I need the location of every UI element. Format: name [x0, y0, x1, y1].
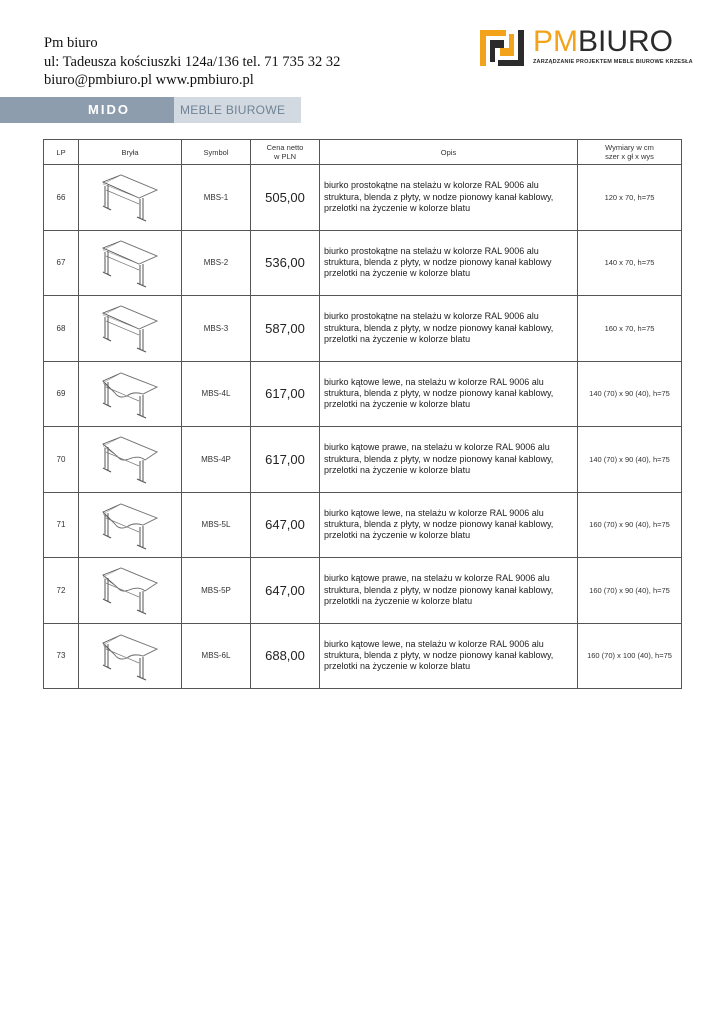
cell-price: 647,00 — [251, 558, 320, 624]
series-name-box — [0, 97, 174, 123]
cell-bryla — [79, 361, 182, 427]
cell-description — [320, 296, 578, 362]
description-line: przelotki na życzenie w kolorze blatu — [324, 399, 471, 410]
table-row — [44, 623, 682, 689]
series-name: MIDO — [88, 102, 130, 117]
cell-description — [320, 623, 578, 689]
cell-price: 617,00 — [251, 427, 320, 493]
logo-wordmark: PMBIURO — [533, 25, 674, 58]
cell-symbol: MBS-4L — [182, 361, 251, 427]
desk-drawing-icon — [99, 631, 161, 681]
cell-lp: 71 — [44, 492, 79, 558]
cell-lp: 73 — [44, 623, 79, 689]
table-row — [44, 230, 682, 296]
desk-drawing-icon — [99, 434, 161, 484]
header-dims: Wymiary w cm szer x gł x wys — [578, 140, 682, 165]
desk-drawing-icon — [99, 238, 161, 288]
description-line: biurko kątowe prawe, na stelażu w kolorze RAL 9006 alu — [324, 442, 550, 453]
description-line: struktura, blenda z płyty, w nodze pionowy kanał kablowy, — [324, 650, 554, 661]
description-line: struktura, blenda z płyty, w nodze pionowy kanał kablowy, — [324, 322, 554, 333]
description-line: przelotkli na życzenie w kolorze blatu — [324, 595, 473, 606]
cell-description — [320, 558, 578, 624]
description-line: biurko prostokątne na stelażu w kolorze RAL 9006 alu — [324, 245, 539, 256]
table-row — [44, 361, 682, 427]
description-line: biurko kątowe lewe, na stelażu w kolorze RAL 9006 alu — [324, 638, 544, 649]
company-info — [44, 34, 340, 90]
description-line: biurko kątowe lewe, na stelażu w kolorze RAL 9006 alu — [324, 376, 544, 387]
company-contact: biuro@pmbiuro.pl www.pmbiuro.pl — [44, 72, 254, 88]
cell-price: 587,00 — [251, 296, 320, 362]
table-row — [44, 427, 682, 493]
header-symbol: Symbol — [182, 140, 251, 165]
cell-lp: 72 — [44, 558, 79, 624]
description-line: przelotki na życzenie w kolorze blatu — [324, 530, 471, 541]
cell-bryla — [79, 230, 182, 296]
cell-price: 617,00 — [251, 361, 320, 427]
desk-drawing-icon — [99, 500, 161, 550]
header-price: Cena netto w PLN — [251, 140, 320, 165]
table-row — [44, 492, 682, 558]
description-line: struktura, blenda z płyty, w nodze pionowy kanał kablowy, — [324, 453, 554, 464]
cell-bryla — [79, 427, 182, 493]
header-bryla: Bryła — [79, 140, 182, 165]
cell-symbol: MBS-2 — [182, 230, 251, 296]
category-box — [174, 97, 301, 123]
cell-dimensions: 160 (70) x 90 (40), h=75 — [578, 492, 682, 558]
description-line: przelotki na życzenie w kolorze blatu — [324, 464, 471, 475]
desk-drawing-icon — [99, 303, 161, 353]
cell-price: 536,00 — [251, 230, 320, 296]
series-banner — [0, 97, 300, 123]
logo-mark-icon — [476, 26, 528, 70]
description-line: przelotki na życzenie w kolorze blatu — [324, 202, 471, 213]
table-row — [44, 296, 682, 362]
cell-dimensions: 160 x 70, h=75 — [578, 296, 682, 362]
cell-lp: 69 — [44, 361, 79, 427]
cell-bryla — [79, 558, 182, 624]
cell-symbol: MBS-1 — [182, 165, 251, 231]
cell-description — [320, 361, 578, 427]
description-line: przelotki na życzenie w kolorze blatu — [324, 268, 471, 279]
cell-dimensions: 140 x 70, h=75 — [578, 230, 682, 296]
company-name: Pm biuro — [44, 35, 98, 51]
cell-symbol: MBS-3 — [182, 296, 251, 362]
description-line: biurko prostokątne na stelażu w kolorze RAL 9006 alu — [324, 311, 539, 322]
cell-price: 647,00 — [251, 492, 320, 558]
description-line: struktura, blenda z płyty, w nodze pionowy kanał kablowy, — [324, 519, 554, 530]
cell-dimensions: 140 (70) x 90 (40), h=75 — [578, 427, 682, 493]
description-line: struktura, blenda z płyty, w nodze pionowy kanał kablowy, — [324, 388, 554, 399]
cell-dimensions: 140 (70) x 90 (40), h=75 — [578, 361, 682, 427]
cell-bryla — [79, 296, 182, 362]
description-line: biurko kątowe lewe, na stelażu w kolorze RAL 9006 alu — [324, 507, 544, 518]
cell-lp: 66 — [44, 165, 79, 231]
table-row — [44, 558, 682, 624]
cell-description — [320, 427, 578, 493]
cell-price: 688,00 — [251, 623, 320, 689]
description-line: struktura, blenda z płyty, w nodze pionowy kanał kablowy, — [324, 584, 554, 595]
desk-drawing-icon — [99, 172, 161, 222]
cell-description — [320, 492, 578, 558]
header-opis: Opis — [320, 140, 578, 165]
cell-bryla — [79, 623, 182, 689]
description-line: struktura, blenda z płyty, w nodze pionowy kanał kablowy — [324, 257, 552, 268]
cell-dimensions: 160 (70) x 100 (40), h=75 — [578, 623, 682, 689]
table-row — [44, 165, 682, 231]
description-line: przelotki na życzenie w kolorze blatu — [324, 333, 471, 344]
description-line: biurko prostokątne na stelażu w kolorze RAL 9006 alu — [324, 180, 539, 191]
cell-description — [320, 165, 578, 231]
cell-price: 505,00 — [251, 165, 320, 231]
cell-symbol: MBS-5P — [182, 558, 251, 624]
description-line: struktura, blenda z płyty, w nodze pionowy kanał kablowy, — [324, 191, 554, 202]
desk-drawing-icon — [99, 565, 161, 615]
cell-lp: 67 — [44, 230, 79, 296]
cell-bryla — [79, 165, 182, 231]
header-lp: LP — [44, 140, 79, 165]
price-table — [43, 139, 682, 689]
logo-tagline: ZARZĄDZANIE PROJEKTEM MEBLE BIUROWE KRZESŁA — [533, 59, 693, 65]
description-line: przelotki na życzenie w kolorze blatu — [324, 661, 471, 672]
table-header-row — [44, 140, 682, 165]
description-line: biurko kątowe prawe, na stelażu w kolorze RAL 9006 alu — [324, 573, 550, 584]
cell-dimensions: 160 (70) x 90 (40), h=75 — [578, 558, 682, 624]
cell-lp: 68 — [44, 296, 79, 362]
pmbiuro-logo — [476, 25, 693, 70]
desk-drawing-icon — [99, 369, 161, 419]
category-name: MEBLE BIUROWE — [180, 103, 286, 117]
cell-bryla — [79, 492, 182, 558]
cell-symbol: MBS-5L — [182, 492, 251, 558]
cell-dimensions: 120 x 70, h=75 — [578, 165, 682, 231]
cell-lp: 70 — [44, 427, 79, 493]
company-address: ul: Tadeusza kościuszki 124a/136 tel. 71 735 32 32 — [44, 53, 341, 70]
cell-symbol: MBS-4P — [182, 427, 251, 493]
cell-symbol: MBS-6L — [182, 623, 251, 689]
cell-description — [320, 230, 578, 296]
